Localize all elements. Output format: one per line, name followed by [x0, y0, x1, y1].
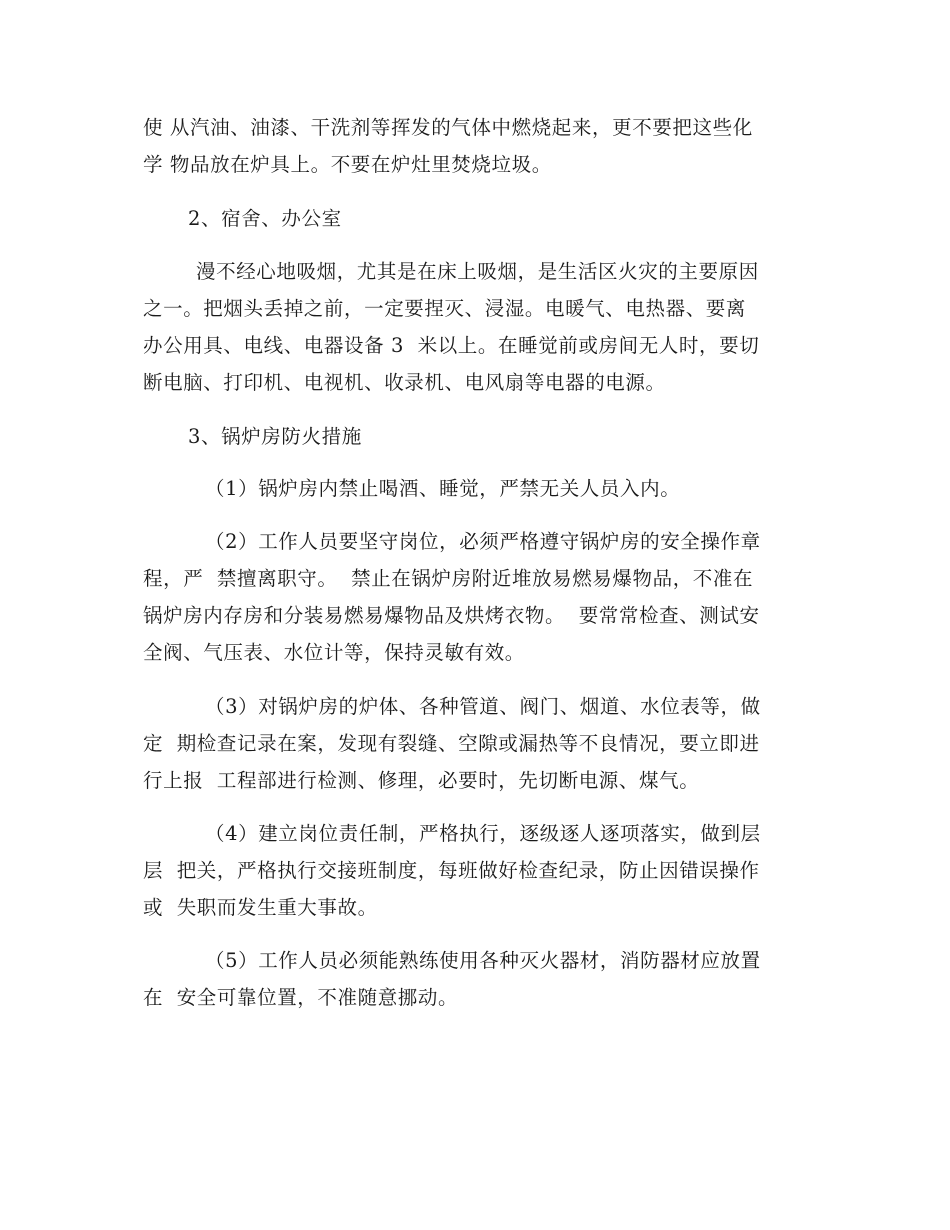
paragraph-line: 层 把关，严格执行交接班制度，每班做好检查纪录，防止因错误操作 [143, 859, 760, 882]
list-item: （3）对锅炉房的炉体、各种管道、阀门、烟道、水位表等，做 [205, 695, 761, 718]
paragraph-line: 漫不经心地吸烟，尤其是在床上吸烟，是生活区火灾的主要原因 [196, 260, 759, 283]
paragraph-line: 定 期检查记录在案，发现有裂缝、空隙或漏热等不良情况，要立即进 [143, 732, 760, 755]
paragraph-line: 全阀、气压表、水位计等，保持灵敏有效。 [143, 641, 525, 664]
section-heading: 2、宿舍、办公室 [188, 207, 342, 230]
list-item: （2）工作人员要坚守岗位，必须严格遵守锅炉房的安全操作章 [205, 530, 761, 553]
list-item: （4）建立岗位责任制，严格执行，逐级逐人逐项落实，做到层 [205, 822, 761, 845]
paragraph-line: 行上报 工程部进行检测、修理，必要时，先切断电源、煤气。 [143, 769, 700, 792]
paragraph-line: 断电脑、打印机、电视机、收录机、电风扇等电器的电源。 [143, 371, 666, 394]
paragraph-line: 办公用具、电线、电器设备 3 米以上。在睡觉前或房间无人时，要切 [143, 334, 760, 357]
paragraph-line: 学 物品放在炉具上。不要在炉灶里焚烧垃圾。 [143, 153, 552, 176]
list-item: （1）锅炉房内禁止喝酒、睡觉，严禁无关人员入内。 [205, 477, 681, 500]
paragraph-line: 之一。把烟头丢掉之前，一定要捏灭、浸湿。电暖气、电热器、要离 [143, 297, 747, 320]
paragraph-line: 在 安全可靠位置，不准随意挪动。 [143, 986, 459, 1009]
paragraph-line: 锅炉房内存房和分装易燃易爆物品及烘烤衣物。 要常常检查、测试安 [143, 604, 760, 627]
paragraph-line: 程，严 禁擅离职守。 禁止在锅炉房附近堆放易燃易爆物品，不准在 [143, 567, 754, 590]
paragraph-line: 或 失职而发生重大事故。 [143, 896, 378, 919]
section-heading: 3、锅炉房防火措施 [188, 425, 362, 448]
list-item: （5）工作人员必须能熟练使用各种灭火器材，消防器材应放置 [205, 949, 761, 972]
paragraph-line: 使 从汽油、油漆、干洗剂等挥发的气体中燃烧起来，更不要把这些化 [143, 116, 753, 139]
